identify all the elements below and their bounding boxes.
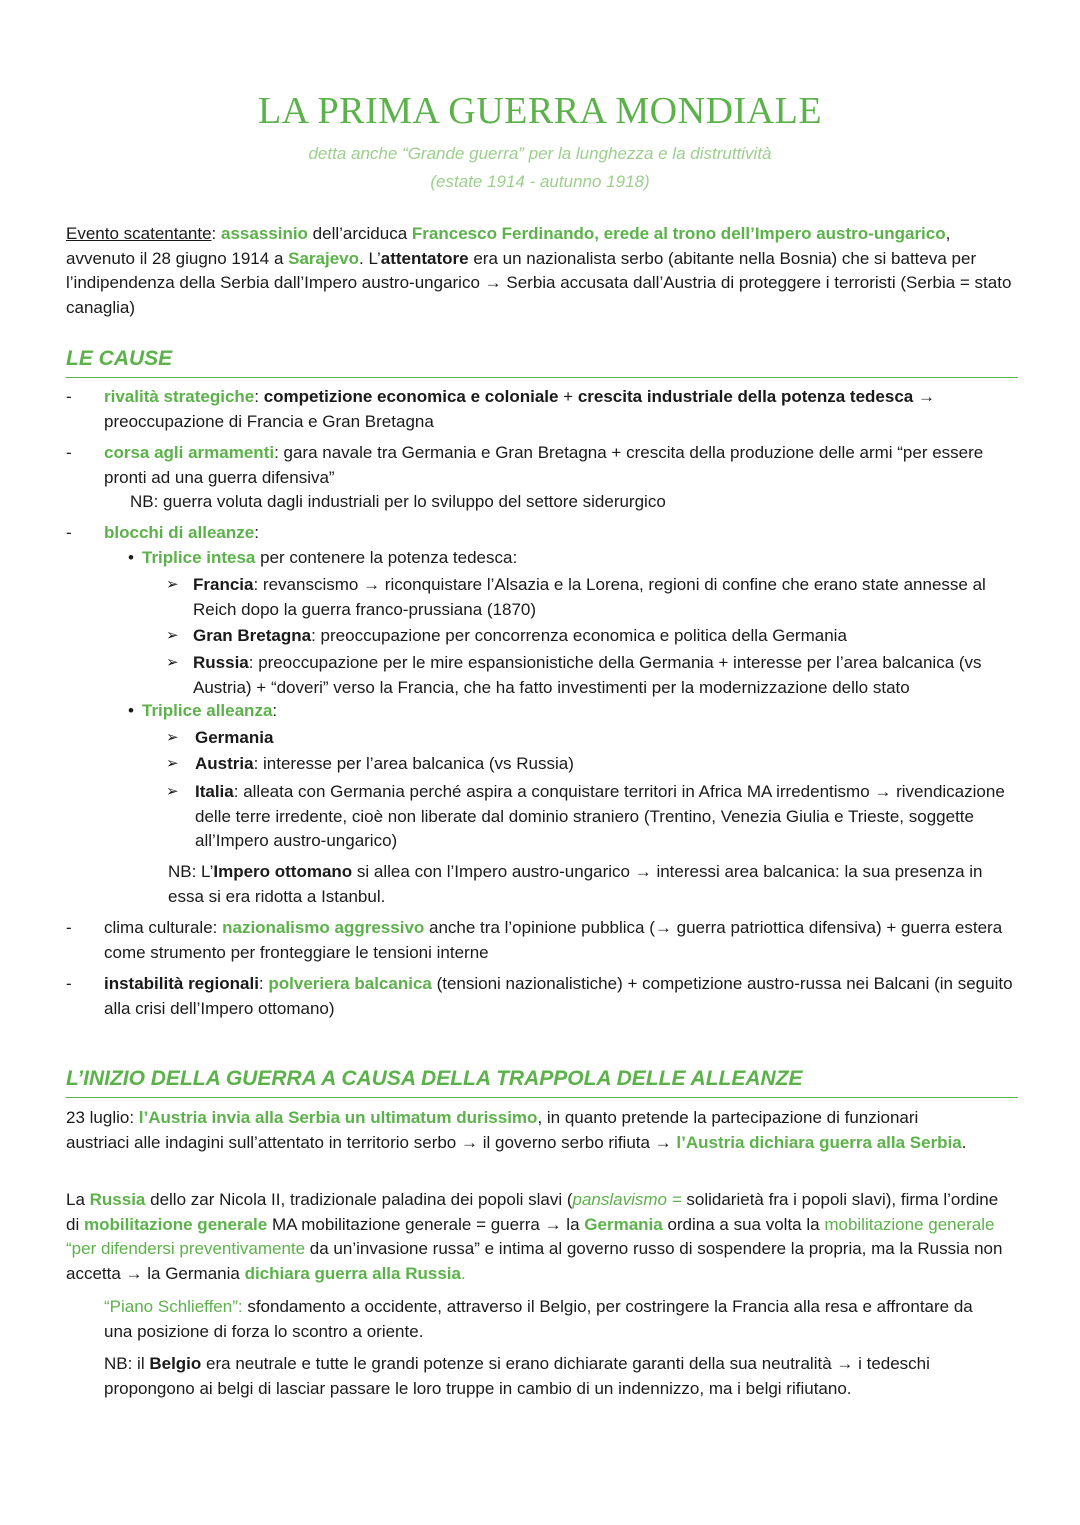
note-ottomano: NB: L’Impero ottomano si allea con l’Impero austro-ungarico → interessi area balcanica: la sua presenza in essa si era ridotta a Istanbul. xyxy=(168,862,983,906)
list-item: - instabilità regionali: polveriera balcanica (tensioni nazionalistiche) + competizione austro-russa nei Balcani (in seguito alla crisi dell’Impero ottomano) xyxy=(66,974,1013,1018)
intro-paragraph: Evento scatentante: assassinio dell’arciduca Francesco Ferdinando, erede al trono dell’Impero austro-ungarico, avvenuto il 28 giugno 1914 a Sarajevo. L’attentatore era un nazionalista serbo (abitante nella Bosnia) che si batteva per l’indipendenza della Serbia dall’Impero austro-ungarico → Serbia accusata dall’Austria di proteggere i terroristi (Serbia = stato canaglia) xyxy=(66,224,1012,317)
paragraph-ultimatum: 23 luglio: l’Austria invia alla Serbia un ultimatum durissimo, in quanto pretende la partecipazione di funzionari austriaci alle indagini sull’attentato in territorio serbo → il governo serbo rifiuta → l’Austria dichiara guerra alla Serbia. xyxy=(66,1108,967,1152)
list-item: - corsa agli armamenti: gara navale tra Germania e Gran Bretagna + crescita della produzione delle armi “per essere pronti ad una guerra difensiva” NB: guerra voluta dagli industriali per lo sviluppo del settore siderurgico xyxy=(66,443,984,511)
section-heading-inizio: L’INIZIO DELLA GUERRA A CAUSA DELLA TRAPPOLA DELLE ALLEANZE xyxy=(66,1065,1018,1098)
list-item: - blocchi di alleanze: xyxy=(66,523,259,542)
paragraph-russia: La Russia dello zar Nicola II, tradizionale paladina dei popoli slavi (panslavismo = solidarietà fra i popoli slavi), firma l’ordine di mobilitazione generale MA mobilitazione generale = guerra → la Germania ordina a sua volta la mobilitazione generale “per difendersi preventivamente da un’invasione russa” e intima al governo russo di sospendere la propria, ma la Russia non accetta → la Germania dichiara guerra alla Russia. xyxy=(66,1190,1003,1283)
section-heading-cause: LE CAUSE xyxy=(66,345,1018,378)
paragraph-schlieffen: “Piano Schlieffen”: sfondamento a occidente, attraverso il Belgio, per costringere la Francia alla resa e affrontare da una posizione di forza lo scontro a oriente. xyxy=(104,1297,973,1341)
page-dates: (estate 1914 - autunno 1918) xyxy=(430,172,650,191)
paragraph-belgio: NB: il Belgio era neutrale e tutte le grandi potenze si erano dichiarate garanti della sua neutralità → i tedeschi propongono ai belgi di lasciar passare le loro truppe in cambio di un indennizzo, ma i belgi rifiutano. xyxy=(104,1354,930,1398)
page-title: LA PRIMA GUERRA MONDIALE xyxy=(257,90,823,132)
list-item: - rivalità strategiche: competizione economica e coloniale + crescita industriale della potenza tedesca → preoccupazione di Francia e Gran Bretagna xyxy=(66,387,935,431)
page-subtitle: detta anche “Grande guerra” per la lunghezza e la distruttività xyxy=(308,144,772,163)
list-item: - clima culturale: nazionalismo aggressivo anche tra l’opinione pubblica (→ guerra patriottica difensiva) + guerra estera come strumento per fronteggiare le tensioni interne xyxy=(66,918,1003,962)
